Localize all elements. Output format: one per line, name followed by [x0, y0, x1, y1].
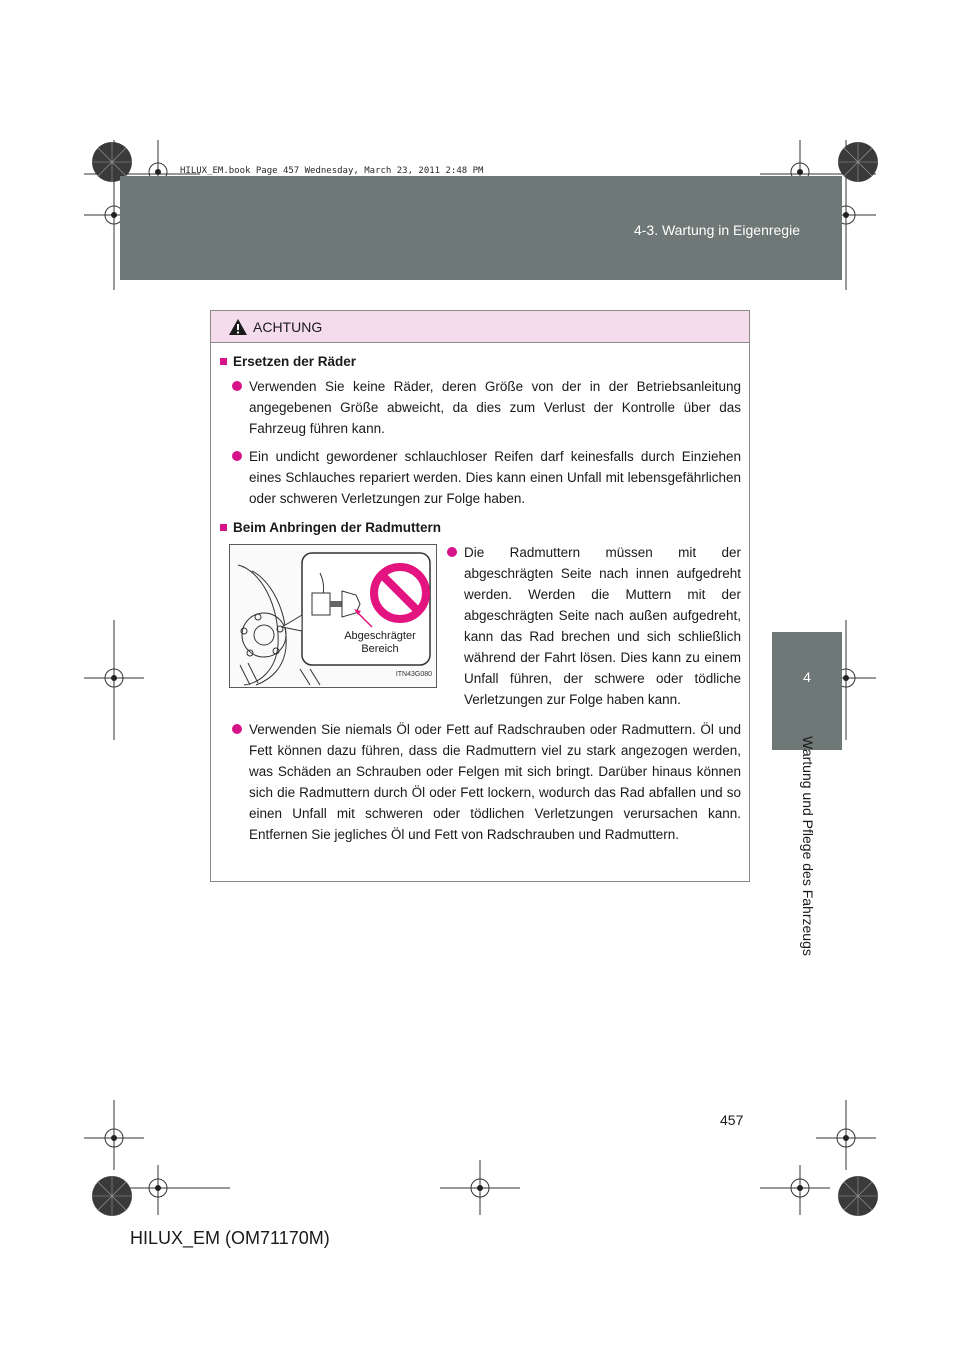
list-item-text: Verwenden Sie keine Räder, deren Größe von der in der Betriebsanleitung angegebenen Größe abweicht, da dies zum Verlust der Kontrolle über das Fahrzeug führen kann.: [249, 379, 741, 436]
warning-title: ACHTUNG: [253, 318, 323, 335]
round-bullet-icon: [232, 724, 242, 734]
chapter-tab: [772, 632, 842, 750]
list-item-text: Die Radmuttern müssen mit der abgeschrägten Seite nach innen aufgedreht werden. Werden die Muttern mit der abgeschrägten Seite nach außen aufgedreht, kann das Rad brechen und sich schließlich während der Fahrt lösen. Dies kann zu einem Unfall führen, der schwere oder tödliche Verletzungen zur Folge haben kann.: [464, 545, 741, 707]
illustration-code: ITN43G080: [395, 671, 432, 678]
square-bullet-icon: [220, 358, 227, 365]
warning-triangle-icon: [228, 318, 248, 336]
section-title: 4-3. Wartung in Eigenregie: [633, 222, 800, 238]
wheel-nut-row: [220, 544, 741, 710]
round-bullet-icon: [447, 547, 457, 557]
section-heading: [220, 517, 741, 538]
document-id: HILUX_EM (OM71170M): [130, 1228, 330, 1248]
section-heading-text: Ersetzen der Räder: [233, 354, 357, 369]
list-item-text: Ein undicht gewordener schlauchloser Reifen darf keinesfalls durch Einziehen eines Schlauches repariert werden. Dies kann einen Unfall mit lebensgefährlichen oder schweren Verletzungen zur Folge haben.: [249, 449, 741, 506]
round-bullet-icon: [232, 381, 242, 391]
wheel-nut-illustration: [229, 544, 437, 688]
round-bullet-icon: [232, 451, 242, 461]
warning-box: [210, 310, 750, 882]
list-item-text: Verwenden Sie niemals Öl oder Fett auf Radschrauben oder Radmuttern. Öl und Fett können dazu führen, dass die Radmuttern viel zu stark angezogen werden, was Schäden an Schrauben oder Felgen mit sich bringt. Darüber hinaus können sich die Radmuttern durch Öl oder Fett lockern, wodurch das Rad abfallen und so einen Unfall mit schweren oder tödlichen Verletzungen verursachen kann. Entfernen Sie jegliches Öl und Fett von Radschrauben und Radmuttern.: [249, 722, 741, 842]
section-heading: [220, 351, 741, 372]
list-item: [220, 719, 741, 845]
list-item: [220, 376, 741, 439]
book-stamp: HILUX_EM.book Page 457 Wednesday, March 23, 2011 2:48 PM: [180, 166, 484, 176]
warning-header: [211, 311, 749, 343]
chapter-label: Wartung und Pflege des Fahrzeugs: [800, 736, 816, 956]
list-item: [220, 446, 741, 509]
chapter-number: 4: [803, 669, 811, 685]
warning-content: [211, 351, 749, 845]
illustration-label: Abgeschrägter Bereich: [332, 630, 428, 656]
page-number: 457: [720, 1112, 744, 1128]
list-item: [447, 542, 741, 710]
square-bullet-icon: [220, 524, 227, 531]
section-heading-text: Beim Anbringen der Radmuttern: [233, 520, 442, 535]
